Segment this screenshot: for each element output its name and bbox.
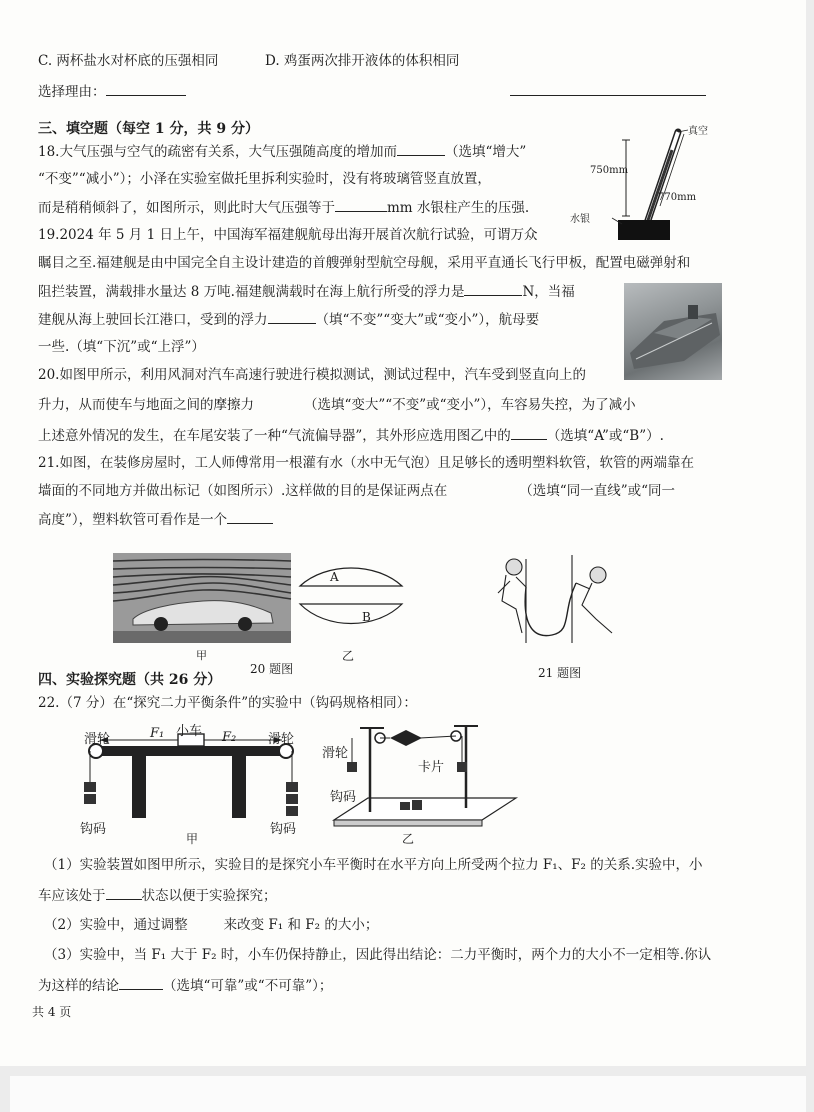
length-770-label: 770mm (658, 192, 697, 203)
q22-p3-line2: 为这样的结论 （选填“可靠”或“不可靠”）； (38, 978, 333, 994)
reason-label: 选择理由： (38, 82, 186, 101)
vacuum-label: 真空 (688, 126, 708, 137)
q18-line2: “不变”“减小”）；小泽在实验室做托里拆利实验时，没有将玻璃管竖直放置， (38, 171, 491, 187)
fig22yi-pulley-label: 滑轮 (322, 746, 349, 761)
fig22jia-cart-label: 小车 (176, 724, 203, 739)
airfoil-diagram (296, 560, 406, 632)
q20-line2: 升力，从而使车与地面之间的摩擦力 （选填“变大”“不变”或“变小”），车容易失控，为了减小 (38, 397, 636, 413)
aircraft-carrier-photo (624, 283, 722, 380)
fig22jia-pulley-left-label: 滑轮 (84, 732, 111, 747)
fig22jia-weight-right-label: 钩码 (270, 822, 297, 837)
q19-line2: 瞩目之至.福建舰是由中国完全自主设计建造的首艘弹射型航空母舰，采用平直通长飞行甲板，配置电磁弹射和 (38, 255, 691, 271)
airfoil-b-label: B (362, 610, 371, 624)
water-level-figure (492, 553, 622, 645)
fig22jia-f2-label: F₂ (222, 730, 237, 745)
section3-heading: 三、填空题（每空 1 分，共 9 分） (38, 121, 259, 137)
q18-line3: 而是稍稍倾斜了，如图所示，则此时大气压强等于 mm 水银柱产生的压强. (38, 200, 530, 216)
q21-line1: 21.如图，在装修房屋时，工人师傅常用一根灌有水（水中无气泡）且足够长的透明塑料软管，软管的两端靠在 (38, 455, 694, 471)
fig22-yi-label: 乙 (402, 832, 415, 846)
reason-blank-line (510, 95, 706, 96)
height-750-label: 750mm (590, 165, 629, 176)
workers-hose-drawing (492, 553, 622, 645)
fig20-yi-label: 乙 (342, 649, 355, 663)
fig22jia-weight-left-label: 钩码 (80, 822, 107, 837)
airfoil-a-label: A (330, 570, 339, 584)
section4-heading: 四、实验探究题（共 26 分） (38, 672, 222, 688)
q20-line1: 20.如图甲所示，利用风洞对汽车高速行驶进行模拟测试，测试过程中，汽车受到竖直向上的 (38, 367, 586, 383)
wind-tunnel-photo (113, 553, 291, 643)
q22-p1-line1: （1）实验装置如图甲所示，实验目的是探究小车平衡时在水平方向上所受两个拉力 F₁、F₂ 的关系.实验中，小 (44, 857, 703, 873)
fig20-caption: 20 题图 (250, 662, 294, 676)
next-page-edge (10, 1076, 806, 1112)
carrier-silhouette (624, 283, 722, 380)
torricelli-figure (560, 120, 730, 245)
wind-tunnel-streamlines (113, 553, 291, 643)
fig21-caption: 21 题图 (538, 666, 582, 680)
option-c: C. 两杯盐水对杯底的压强相同 (38, 53, 219, 69)
q19-line3: 阻拦装置，满载排水量达 8 万吨.福建舰满载时在海上航行所受的浮力是 N，当福 (38, 284, 575, 300)
q22-p2: （2）实验中，通过调整 来改变 F₁ 和 F₂ 的大小； (44, 917, 379, 933)
q22-intro: 22.（7 分）在“探究二力平衡条件”的实验中（钩码规格相同）： (38, 695, 417, 711)
option-d: D. 鸡蛋两次排开液体的体积相同 (265, 53, 460, 69)
fig22jia-f1-label: F₁ (150, 726, 165, 741)
fig20-jia-label: 甲 (196, 649, 207, 662)
q21-line3: 高度”），塑料软管可看作是一个 (38, 510, 273, 529)
mercury-label: 水银 (570, 214, 590, 225)
q22-p1-line2: 车应该处于 状态以便于实验探究； (38, 888, 277, 904)
q19-line5: 一些.（填“下沉”或“上浮”） (38, 339, 205, 355)
page-footer: 共 4 页 (32, 1005, 72, 1019)
q18-line1: 18.大气压强与空气的疏密有关系，大气压强随高度的增加而 （选填“增大” (38, 144, 527, 160)
torricelli-diagram (560, 120, 730, 245)
q20-line3: 上述意外情况的发生，在车尾安装了一种“气流偏导器”，其外形应选用图乙中的 （选填“A”或“B”）. (38, 428, 664, 444)
q19-line4: 建舰从海上驶回长江港口，受到的浮力 （填“不变”“变大”或“变小”），航母要 (38, 312, 540, 328)
q22-p3-line1: （3）实验中，当 F₁ 大于 F₂ 时，小车仍保持静止，因此得出结论：二力平衡时，两个力的大小不一定相等.你认 (44, 947, 712, 963)
fig22yi-card-label: 卡片 (418, 760, 445, 775)
q21-line2: 墙面的不同地方并做出标记（如图所示）.这样做的目的是保证两点在 （选填“同一直线”或“同一 (38, 483, 676, 499)
card-balance-diagram (330, 716, 520, 836)
fig22yi-weight-label: 钩码 (330, 790, 357, 805)
fig22jia-pulley-right-label: 滑轮 (268, 732, 295, 747)
q19-line1: 19.2024 年 5 月 1 日上午，中国海军福建舰航母出海开展首次航行试验，可谓万众 (38, 227, 538, 243)
fig22-jia-label: 甲 (186, 832, 199, 846)
